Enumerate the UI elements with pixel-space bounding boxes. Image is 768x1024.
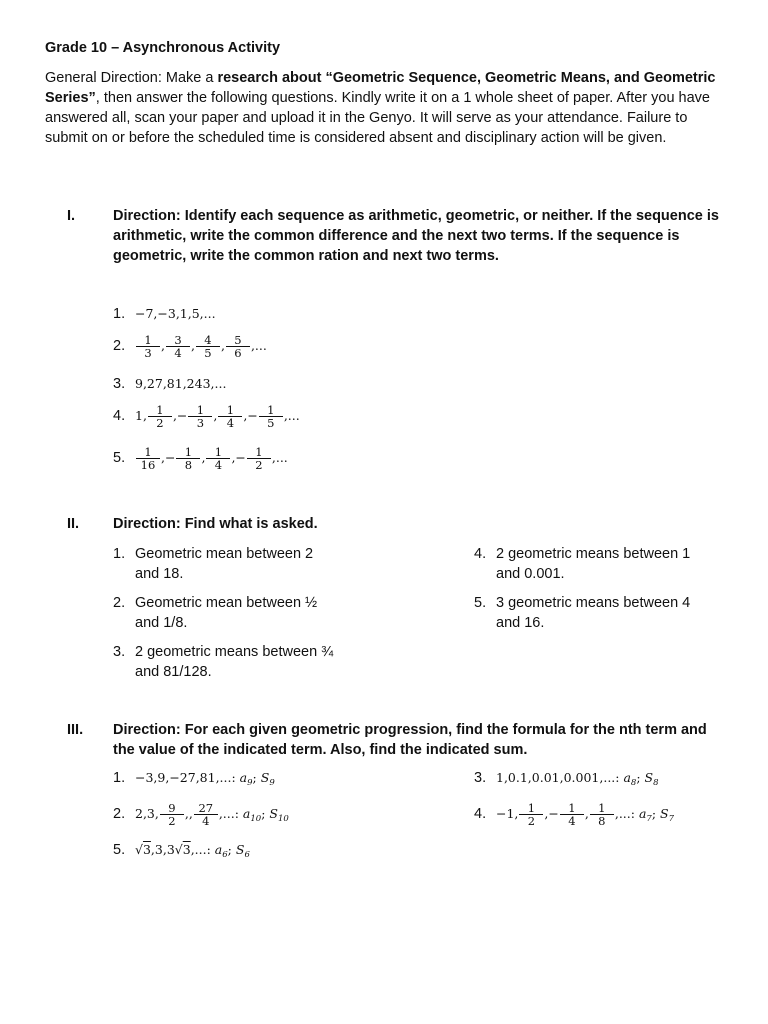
section2-item-text-line2: and 1/8. — [135, 615, 188, 631]
sequence-lead: 2,3, — [135, 806, 159, 821]
section3-item-number: 4. — [474, 806, 487, 822]
fraction-denominator: 4 — [214, 458, 223, 472]
fraction-numerator: 1 — [136, 446, 160, 459]
fraction-denominator: 4 — [202, 814, 210, 828]
separator: ; — [252, 770, 261, 785]
fraction-numerator: 1 — [176, 446, 200, 459]
section2-item-number: 1. — [113, 546, 126, 562]
section2-item-text-line1: Geometric mean between ½ — [135, 595, 318, 611]
fraction-numerator: 1 — [590, 802, 614, 815]
fraction-denominator: 4 — [568, 814, 576, 828]
fraction-denominator: 8 — [184, 458, 193, 472]
section2-item-text-line1: 3 geometric means between 4 — [496, 595, 691, 611]
fraction-numerator: 1 — [519, 802, 543, 815]
separator: ; — [261, 806, 270, 821]
section2-item-text-line2: and 81/128. — [135, 664, 212, 680]
section1-item-3 — [113, 374, 226, 394]
fraction-denominator: 4 — [226, 416, 235, 430]
section3-item-4 — [474, 802, 674, 829]
fraction-denominator: 6 — [234, 346, 242, 360]
general-direction — [45, 68, 725, 148]
fraction-numerator: 1 — [136, 334, 160, 347]
fraction-numerator: 5 — [226, 334, 250, 347]
sum-symbol: S — [235, 842, 245, 857]
fraction-denominator: 3 — [196, 416, 205, 430]
section2-roman: II. — [67, 516, 80, 532]
section3-item-3 — [474, 768, 659, 793]
fraction-denominator: 2 — [527, 814, 536, 828]
section2-item-text-line1: 2 geometric means between 1 — [496, 546, 691, 562]
sequence-lead: 1, — [135, 408, 147, 423]
radicand: 3 — [182, 842, 191, 857]
section2-item-text-line1: 2 geometric means between ¾ — [135, 644, 334, 660]
sum-index: 10 — [277, 814, 289, 824]
fraction-numerator: 4 — [196, 334, 220, 347]
fraction-denominator: 5 — [267, 416, 275, 430]
section3-roman: III. — [67, 722, 84, 738]
page-title: Grade 10 – Asynchronous Activity — [45, 40, 281, 56]
section2-item-number: 3. — [113, 644, 126, 660]
section1-item-number: 5. — [113, 450, 126, 466]
sum-index: 8 — [653, 778, 659, 788]
general-direction-bold: research about “Geometric Sequence, Geometric Means, and Geometric Series” — [45, 70, 716, 106]
fraction-denominator: 4 — [174, 346, 182, 360]
fraction-numerator: 1 — [259, 404, 283, 417]
sum-symbol: S — [644, 770, 654, 785]
separator: ; — [636, 770, 645, 785]
section3-item-number: 3. — [474, 770, 487, 786]
sequence-tail: ,... — [271, 450, 288, 465]
section1-item-number: 4. — [113, 408, 126, 424]
term-index: 9 — [247, 778, 253, 788]
term-symbol: a — [242, 806, 251, 821]
term-symbol: a — [623, 770, 631, 785]
section2-item-5 — [474, 593, 690, 633]
section1-item-4 — [113, 404, 300, 429]
fraction-denominator: 2 — [156, 416, 164, 430]
section3-item-number: 1. — [113, 770, 126, 786]
section3-item-5-math: √3,3,3√3,...: $a_6$; $S_6$ — [135, 842, 250, 860]
fraction-numerator: 1 — [188, 404, 212, 417]
term-index: 8 — [630, 778, 637, 788]
section2-item-2 — [113, 593, 317, 633]
separator: ; — [227, 842, 236, 857]
sequence-tail: ,...: — [190, 842, 215, 857]
sequence-terms: 1,0.1,0.01,0.001,...: — [496, 770, 624, 785]
section1-item-1 — [113, 304, 216, 324]
fraction-numerator: 1 — [560, 802, 584, 815]
section1-item-5 — [113, 446, 288, 471]
fraction-denominator: 5 — [204, 346, 212, 360]
fraction-numerator: 1 — [206, 446, 230, 459]
section1-direction: Direction: Identify each sequence as arithmetic, geometric, or neither. If the sequence is arithmetic, write the common difference and the next two terms. If the sequence is geometric, write the common ration and next two terms. — [113, 208, 719, 264]
section2-item-number: 4. — [474, 546, 487, 562]
section2-direction: Direction: Find what is asked. — [113, 516, 318, 532]
term-symbol: a — [638, 806, 647, 821]
section1-item-2-math: $\frac{1}{3}$ $,\frac{3}{4}$ $,\frac{4}{5}$ $,\frac{5}{6}$ ,... — [135, 338, 267, 353]
term-index: 7 — [646, 814, 652, 824]
section2-item-3 — [113, 642, 333, 682]
section2-item-1 — [113, 544, 313, 584]
fraction-denominator: 2 — [168, 814, 176, 828]
section3-item-4-math: $-1,\frac{1}{2}$ $,-\frac{1}{4}$ $,\frac{1}{8}$ ,...: $a_7$; $S_7$ — [496, 801, 674, 828]
section2-item-4 — [474, 544, 690, 584]
fraction-numerator: 27 — [194, 802, 218, 815]
section2-item-number: 5. — [474, 595, 487, 611]
section3-item-1-math — [135, 770, 275, 788]
fraction-numerator: 9 — [160, 802, 184, 815]
section2-item-number: 2. — [113, 595, 126, 611]
sum-index: 6 — [244, 850, 250, 860]
fraction-denominator: 16 — [140, 458, 156, 472]
term-index: 6 — [222, 850, 228, 860]
section1-item-4-math: $1,\frac{1}{2}$ $,-\frac{1}{3}$ $,\frac{1}{4}$ $,-\frac{1}{5}$ ,... — [135, 403, 300, 430]
term-index: 10 — [250, 814, 262, 824]
section3-item-2-math — [135, 801, 289, 828]
sequence-tail: ,...: — [218, 806, 243, 821]
section1-item-number: 1. — [113, 306, 126, 322]
section3-item-5 — [113, 840, 250, 865]
fraction-numerator: 3 — [166, 334, 190, 347]
general-direction-suffix: , then answer the following questions. Kindly write it on a 1 whole sheet of paper. After you have answered all, scan your paper and upload it in the Genyo. It will serve as your attendance. Failure to submit on or before the scheduled time is considered absent and disciplinary action will be given. — [45, 90, 711, 146]
sum-index: 9 — [269, 778, 275, 788]
sum-symbol: S — [660, 806, 669, 821]
fraction-denominator: 3 — [144, 346, 152, 360]
section3-item-number: 2. — [113, 806, 126, 822]
term-symbol: a — [239, 770, 248, 785]
sum-symbol: S — [269, 806, 278, 821]
separator: ; — [651, 806, 660, 821]
sequence-tail: ,...: — [614, 806, 639, 821]
fraction-numerator: 1 — [218, 404, 242, 417]
section2-item-text-line2: and 16. — [496, 615, 545, 631]
sequence-mid: ,, — [184, 806, 193, 821]
section3-item-3-math — [496, 770, 659, 788]
sequence-tail: ,... — [283, 408, 300, 423]
section1-item-3-math: 9,27,81,243,... — [135, 376, 227, 391]
sequence-mid: ,3,3 — [150, 842, 175, 857]
section1-item-5-math: $\frac{1}{16}$ $,-\frac{1}{8}$ $,\frac{1}{4}$ $,-\frac{1}{2}$ ,... — [135, 450, 288, 465]
fraction-numerator: 1 — [148, 404, 172, 417]
section3-item-2 — [113, 802, 289, 829]
section2-item-text-line2: and 18. — [135, 566, 184, 582]
sum-symbol: S — [260, 770, 270, 785]
fraction-numerator: 1 — [247, 446, 271, 459]
section3-item-1 — [113, 768, 275, 793]
section1-item-2 — [113, 334, 267, 359]
term-symbol: a — [214, 842, 223, 857]
section1-item-1-math: −7,−3,1,5,... — [135, 306, 216, 321]
fraction-denominator: 8 — [598, 814, 606, 828]
general-direction-prefix: General Direction: Make a — [45, 70, 218, 86]
radicand: 3 — [142, 842, 151, 857]
sequence-terms: −3,9,−27,81,...: — [135, 770, 240, 785]
section1-roman: I. — [67, 208, 76, 224]
sum-index: 7 — [668, 814, 674, 824]
section1-item-number: 2. — [113, 338, 126, 354]
sequence-tail: ,... — [250, 338, 267, 353]
section2-item-text-line1: Geometric mean between 2 — [135, 546, 314, 562]
section2-item-text-line2: and 0.001. — [496, 566, 565, 582]
section3-item-number: 5. — [113, 842, 126, 858]
fraction-denominator: 2 — [255, 458, 263, 472]
section3-direction: Direction: For each given geometric progression, find the formula for the nth term and the value of the indicated term. Also, find the indicated sum. — [113, 722, 707, 758]
section1-item-number: 3. — [113, 376, 126, 392]
sequence-lead: −1, — [496, 806, 519, 821]
